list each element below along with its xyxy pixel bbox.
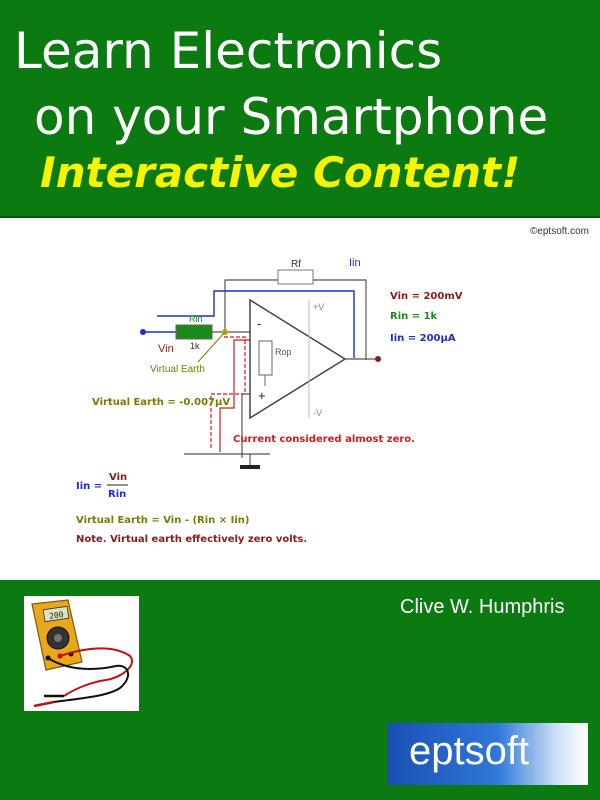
formula-denominator: Rin: [108, 489, 127, 500]
multimeter-icon: [24, 596, 139, 711]
title-line-2: on your Smartphone: [34, 88, 549, 146]
rf-resistor: [278, 270, 313, 284]
iin-label: Iin: [349, 257, 361, 269]
formula-lhs: Iin =: [76, 481, 103, 492]
readout-rin: Rin = 1k: [390, 311, 438, 322]
current-note: Current considered almost zero.: [233, 434, 415, 445]
title-line-1: Learn Electronics: [14, 22, 443, 80]
op-amp-diagram: [0, 218, 600, 580]
rop-resistor: [259, 341, 272, 375]
rin-value: 1k: [190, 341, 200, 351]
rin-label: Rin: [189, 314, 203, 324]
meter-display-value: 200: [48, 609, 65, 621]
copyright: ©eptsoft.com: [529, 226, 589, 237]
plus-v-label: +V: [313, 302, 325, 312]
subtitle: Interactive Content!: [40, 148, 521, 197]
minus-v-label: -V: [313, 408, 322, 418]
virtual-earth-label: Virtual Earth: [150, 364, 205, 375]
virtual-earth-note: Note. Virtual earth effectively zero volts.: [76, 534, 308, 545]
logo-text: eptsoft: [409, 729, 530, 773]
eptsoft-logo: [387, 723, 588, 785]
ground-symbol: [240, 465, 260, 469]
author-name: Clive W. Humphris: [400, 596, 565, 618]
title-band: [0, 0, 600, 218]
vin-label: Vin: [158, 343, 174, 355]
circuit-svg: [0, 218, 600, 580]
input-node: [140, 329, 146, 335]
output-node: [375, 356, 381, 362]
virtual-earth-formula: Virtual Earth = Vin - (Rin × Iin): [76, 515, 250, 526]
plus-input-sign: +: [258, 388, 266, 403]
rop-label: Rop: [275, 347, 292, 357]
plus-input-wire: [242, 394, 250, 458]
readout-vin: Vin = 200mV: [390, 291, 463, 302]
rf-label: Rf: [291, 259, 301, 270]
rin-resistor: [176, 325, 212, 339]
readout-iin: Iin = 200μA: [390, 333, 456, 344]
virtual-earth-value: Virtual Earth = -0.007μV: [92, 397, 231, 408]
multimeter-photo: [24, 596, 139, 711]
minus-input-sign: -: [257, 316, 262, 331]
formula-numerator: Vin: [109, 472, 128, 483]
